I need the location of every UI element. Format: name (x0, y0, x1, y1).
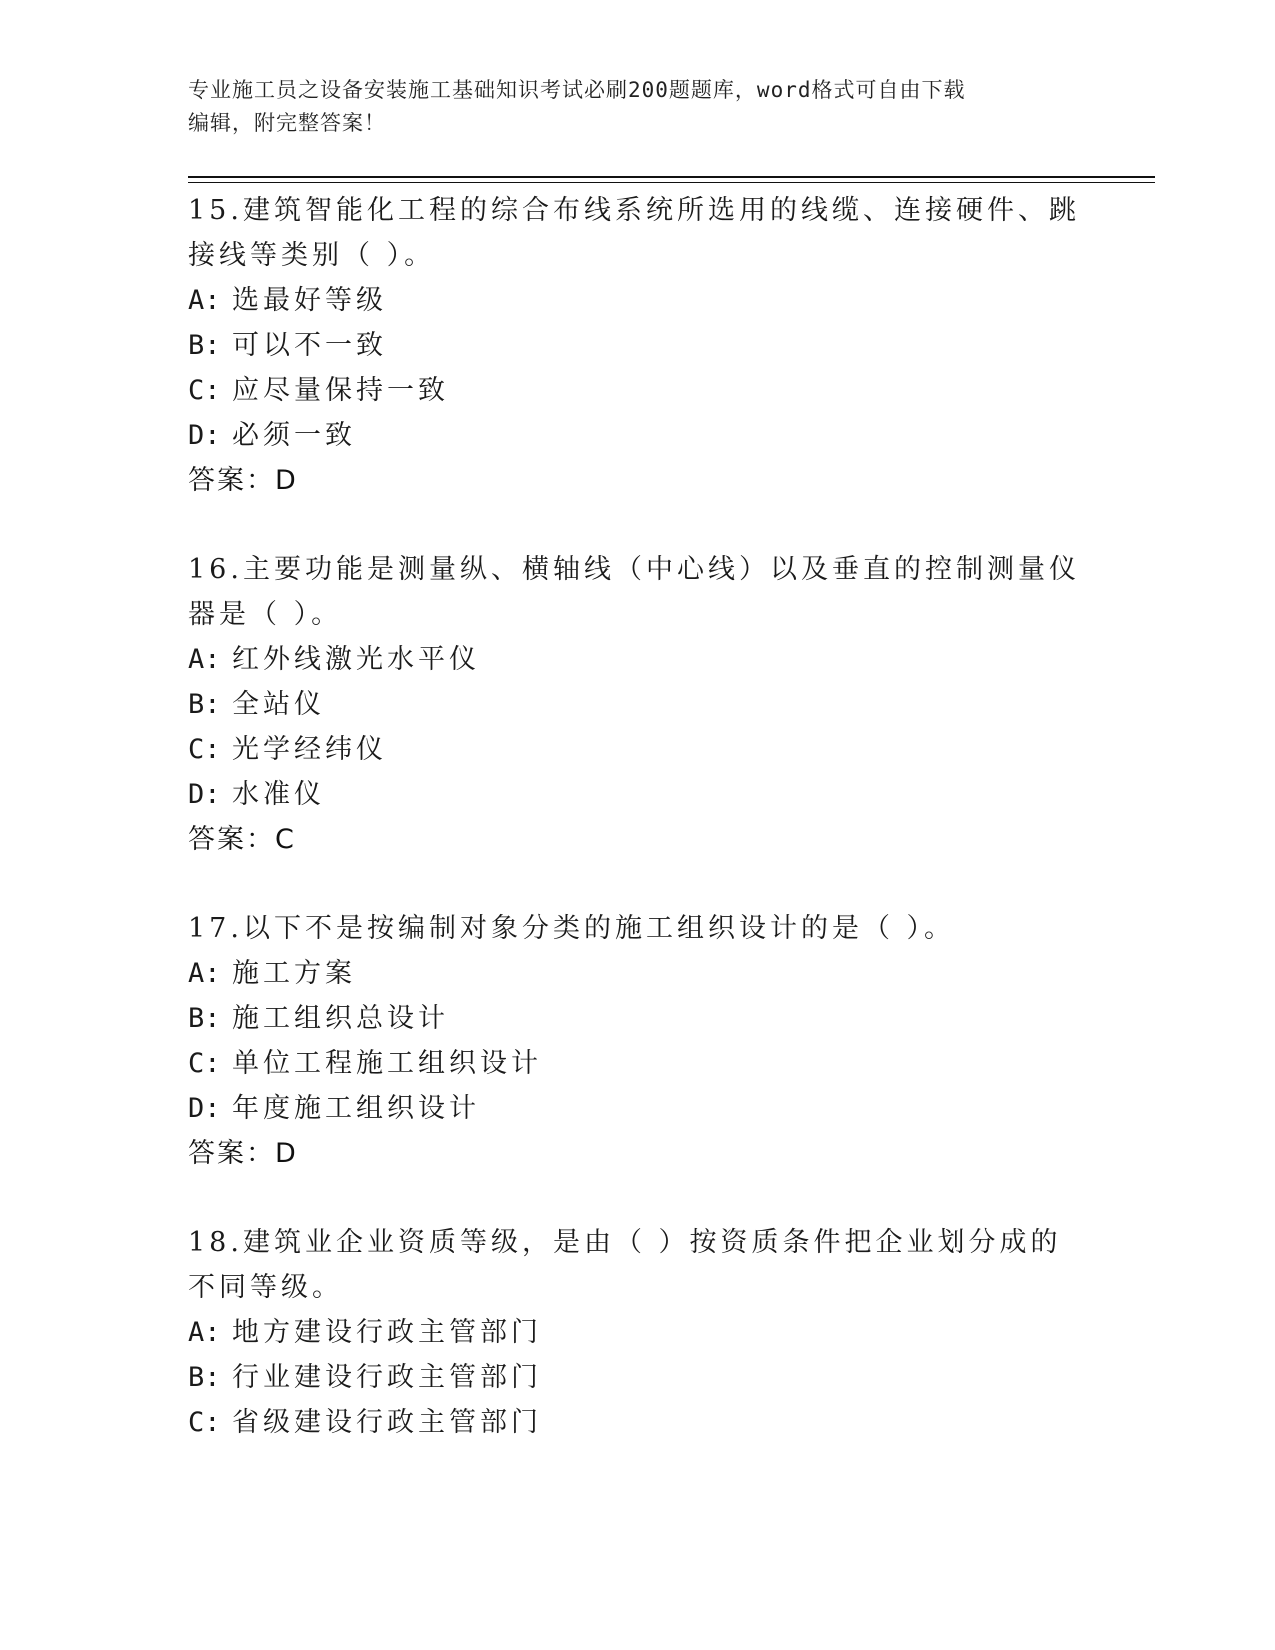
option-d (188, 772, 1088, 817)
option-b (188, 323, 1088, 368)
option-text: 施工组织总设计 (232, 1003, 449, 1034)
option-a (188, 278, 1088, 323)
option-text: 应尽量保持一致 (232, 375, 449, 406)
option-key: B: (188, 1003, 221, 1034)
option-text: 光学经纬仪 (232, 734, 387, 765)
option-c (188, 1400, 1088, 1445)
option-key: C: (188, 375, 221, 406)
option-key: C: (188, 1407, 221, 1438)
answer-line: 答案：D (188, 1138, 298, 1169)
option-text: 选最好等级 (232, 285, 387, 316)
header-divider-thick (188, 176, 1155, 178)
option-d (188, 413, 1088, 458)
option-c (188, 368, 1088, 413)
question-18 (188, 1220, 1088, 1445)
option-text: 省级建设行政主管部门 (232, 1407, 542, 1438)
option-text: 必须一致 (232, 420, 356, 451)
question-stem: 17.以下不是按编制对象分类的施工组织设计的是（ ）。 (188, 913, 956, 944)
question-16 (188, 547, 1088, 862)
option-text: 红外线激光水平仪 (232, 644, 480, 675)
option-text: 年度施工组织设计 (232, 1093, 480, 1124)
option-key: B: (188, 689, 221, 720)
option-key: D: (188, 1093, 221, 1124)
option-b (188, 996, 1088, 1041)
option-a (188, 1310, 1088, 1355)
option-text: 行业建设行政主管部门 (232, 1362, 542, 1393)
document-header (188, 74, 1068, 140)
option-b (188, 1355, 1088, 1400)
question-15 (188, 188, 1088, 503)
option-text: 全站仪 (232, 689, 325, 720)
option-text: 可以不一致 (232, 330, 387, 361)
option-key: D: (188, 779, 221, 810)
option-text: 施工方案 (232, 958, 356, 989)
header-line-2: 编辑，附完整答案！ (188, 111, 386, 135)
option-key: B: (188, 330, 221, 361)
option-c (188, 727, 1088, 772)
option-b (188, 682, 1088, 727)
option-key: A: (188, 958, 221, 989)
option-c (188, 1041, 1088, 1086)
option-key: C: (188, 734, 221, 765)
option-key: D: (188, 420, 221, 451)
question-stem: 18.建筑业企业资质等级，是由（ ）按资质条件把企业划分成的不同等级。 (188, 1227, 1062, 1303)
option-key: A: (188, 644, 221, 675)
answer-line: 答案：C (188, 824, 296, 855)
question-17 (188, 906, 1088, 1176)
option-key: C: (188, 1048, 221, 1079)
question-list (188, 188, 1088, 1489)
answer-line: 答案：D (188, 465, 298, 496)
option-a (188, 951, 1088, 996)
question-stem: 16.主要功能是测量纵、横轴线（中心线）以及垂直的控制测量仪器是（ ）。 (188, 554, 1080, 630)
option-text: 单位工程施工组织设计 (232, 1048, 542, 1079)
option-a (188, 637, 1088, 682)
option-key: A: (188, 285, 221, 316)
question-stem: 15.建筑智能化工程的综合布线系统所选用的线缆、连接硬件、跳接线等类别（ ）。 (188, 195, 1080, 271)
option-text: 地方建设行政主管部门 (232, 1317, 542, 1348)
header-divider-thin (188, 182, 1155, 183)
header-line-1: 专业施工员之设备安装施工基础知识考试必刷200题题库，word格式可自由下载 (188, 78, 966, 102)
option-key: B: (188, 1362, 221, 1393)
option-d (188, 1086, 1088, 1131)
option-text: 水准仪 (232, 779, 325, 810)
option-key: A: (188, 1317, 221, 1348)
